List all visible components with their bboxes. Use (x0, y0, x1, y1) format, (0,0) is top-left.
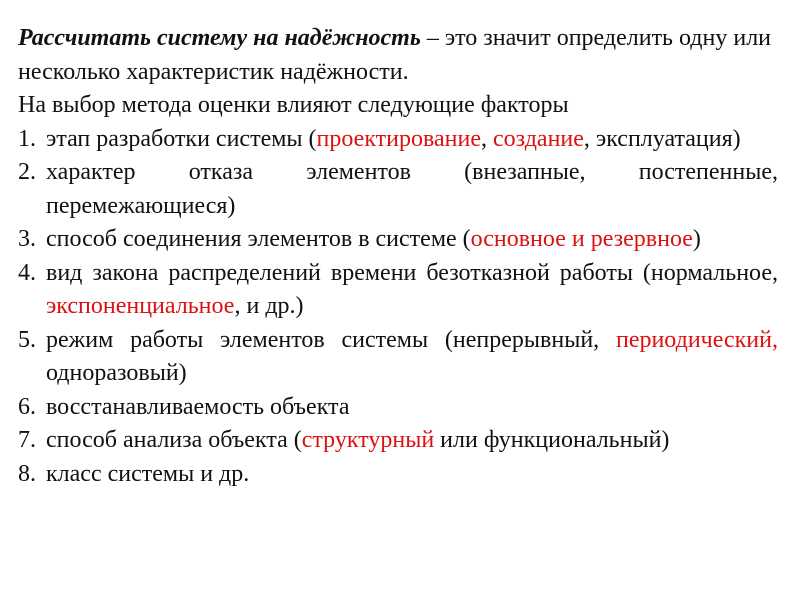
factor-text: класс системы и др. (46, 460, 250, 487)
factor-number: 8. (18, 460, 36, 487)
factor-number: 5. (18, 326, 36, 353)
factors-list (18, 123, 778, 492)
factor-text: ) (692, 226, 701, 252)
factor-highlight: создание (493, 125, 584, 152)
factor-item (18, 223, 778, 257)
factor-highlight: проектирование (316, 125, 482, 152)
factor-item (18, 257, 778, 324)
factor-number: 3. (18, 226, 36, 252)
factor-text: или функциональный) (434, 427, 670, 453)
factor-number: 7. (18, 427, 36, 453)
factor-text: , (481, 125, 494, 152)
intro-term: Рассчитать систему на надёжность (18, 25, 421, 51)
factor-highlight: экспоненциальное (46, 293, 235, 319)
factor-text: способ соединения элементов в системе ( (46, 226, 471, 252)
factor-item (18, 424, 778, 458)
factor-item (18, 324, 778, 391)
factor-number: 6. (18, 393, 36, 420)
factor-text: восстанавливаемость объекта (46, 393, 350, 420)
factor-text: вид закона распределений времени безотказной работы (нормальное, (46, 259, 778, 286)
factor-text: режим работы элементов системы (непрерывный, (46, 326, 616, 353)
factor-text: характер отказа элементов (внезапные, постепенные, перемежающиеся) (46, 159, 778, 219)
slide-content (18, 22, 778, 491)
factor-highlight: структурный (301, 427, 435, 453)
factor-text: , и др.) (234, 293, 304, 319)
factor-number: 1. (18, 125, 36, 152)
factor-text: способ анализа объекта ( (46, 427, 302, 453)
factor-text: одноразовый) (46, 360, 187, 386)
intro-definition: – это значит определить одну или несколько характеристик надёжности. (18, 25, 772, 85)
factor-text: , эксплуатация) (583, 125, 741, 152)
factor-item (18, 156, 778, 223)
factor-item (18, 123, 778, 157)
factor-item (18, 391, 778, 425)
factor-item (18, 458, 778, 492)
factors-heading: На выбор метода оценки влияют следующие факторы (18, 92, 569, 118)
intro-paragraph (18, 22, 778, 89)
factor-text: этап разработки системы ( (46, 125, 317, 152)
factor-number: 4. (18, 259, 36, 286)
factor-highlight: основное и резервное (470, 226, 693, 252)
factor-number: 2. (18, 159, 36, 185)
factor-highlight: периодический, (615, 326, 778, 353)
